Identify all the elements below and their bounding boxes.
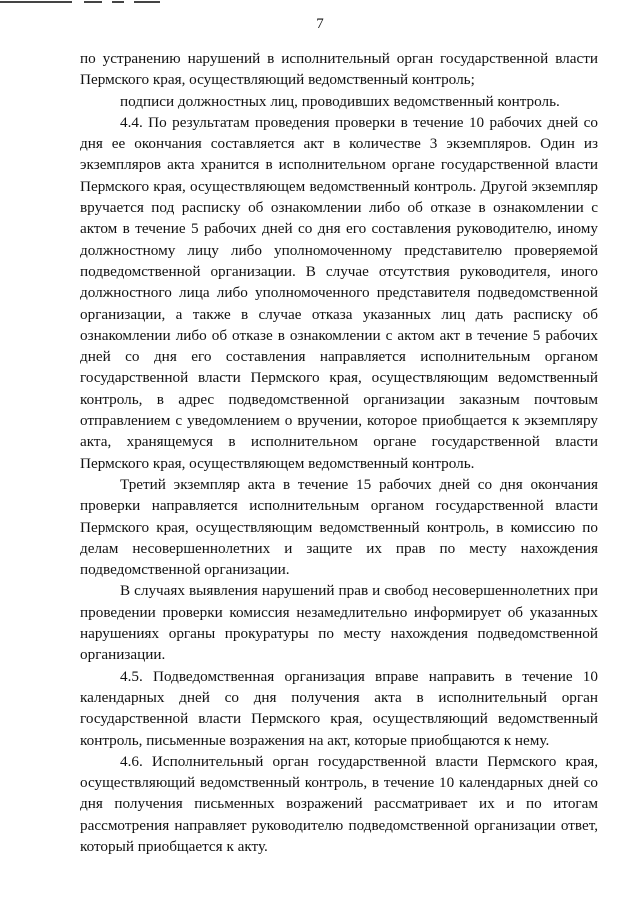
scan-line-segment [134, 1, 160, 3]
paragraph-4-5: 4.5. Подведомственная организация вправе направить в течение 10 календарных дней со дня получения акта в исполнительный орган государственной власти Пермского края, осуществляющий ведомственный контроль, письменные возражения на акт, которые приобщаются к нему. [80, 667, 598, 749]
scan-line-segment [84, 1, 102, 3]
paragraph-signatures: подписи должностных лиц, проводивших ведомственный контроль. [120, 92, 560, 110]
paragraph-continuation: по устранению нарушений в исполнительный орган государственной власти Пермского края, осуществляющий ведомственный контроль; [80, 50, 598, 89]
paragraph-4-6: 4.6. Исполнительный орган государственной власти Пермского края, осуществляющий ведомственный контроль, в течение 10 календарных дней со дня получения письменных возражений рассматривает их и по итогам рассмотрения направляет руководителю подведомственной организации ответ, который приобщается к акту. [80, 752, 598, 855]
scan-edge-artifact [0, 0, 640, 4]
paragraph-violations: В случаях выявления нарушений прав и свобод несовершеннолетних при проведении проверки комиссия незамедлительно информирует об указанных нарушениях органы прокуратуры по месту нахождения подведомственной организации. [80, 582, 598, 664]
scan-line-segment [0, 1, 72, 3]
paragraph-third-copy: Третий экземпляр акта в течение 15 рабочих дней со дня окончания проверки направляется исполнительным органом государственной власти Пермского края, осуществляющим ведомственный контроль, в комиссию по делам несовершеннолетних и защите их прав по месту нахождения подведомственной организации. [80, 475, 598, 579]
scan-line-segment [112, 1, 124, 3]
document-body [80, 48, 598, 857]
page-number: 7 [316, 16, 324, 32]
paragraph-4-4: 4.4. По результатам проведения проверки в течение 10 рабочих дней со дня ее окончания составляется акт в количестве 3 экземпляров. Один из экземпляров акта хранится в исполнительном органе государственной власти Пермского края, осуществляющем ведомственный контроль. Другой экземпляр вручается под расписку об ознакомлении либо об отказе в ознакомлении с актом в течение 5 рабочих дней со дня его составления руководителю, иному должностному лицу либо уполномоченному представителю проверяемой подведомственной организации. В случае отсутствия руководителя, иного должностного лица либо уполномоченного представителя подведомственной организации, а также в случае отказа указанных лиц дать расписку об ознакомлении либо об отказе в ознакомлении с актом акт в течение 5 рабочих дней со дня его составления направляется исполнительным органом государственной власти Пермского края, осуществляющим ведомственный контроль, в адрес подведомственной организации заказным почтовым отправлением с уведомлением о вручении, которое приобщается к экземпляру акта, хранящемуся в исполнительном органе государственной власти Пермского края, осуществляющем ведомственный контроль. [80, 113, 598, 472]
